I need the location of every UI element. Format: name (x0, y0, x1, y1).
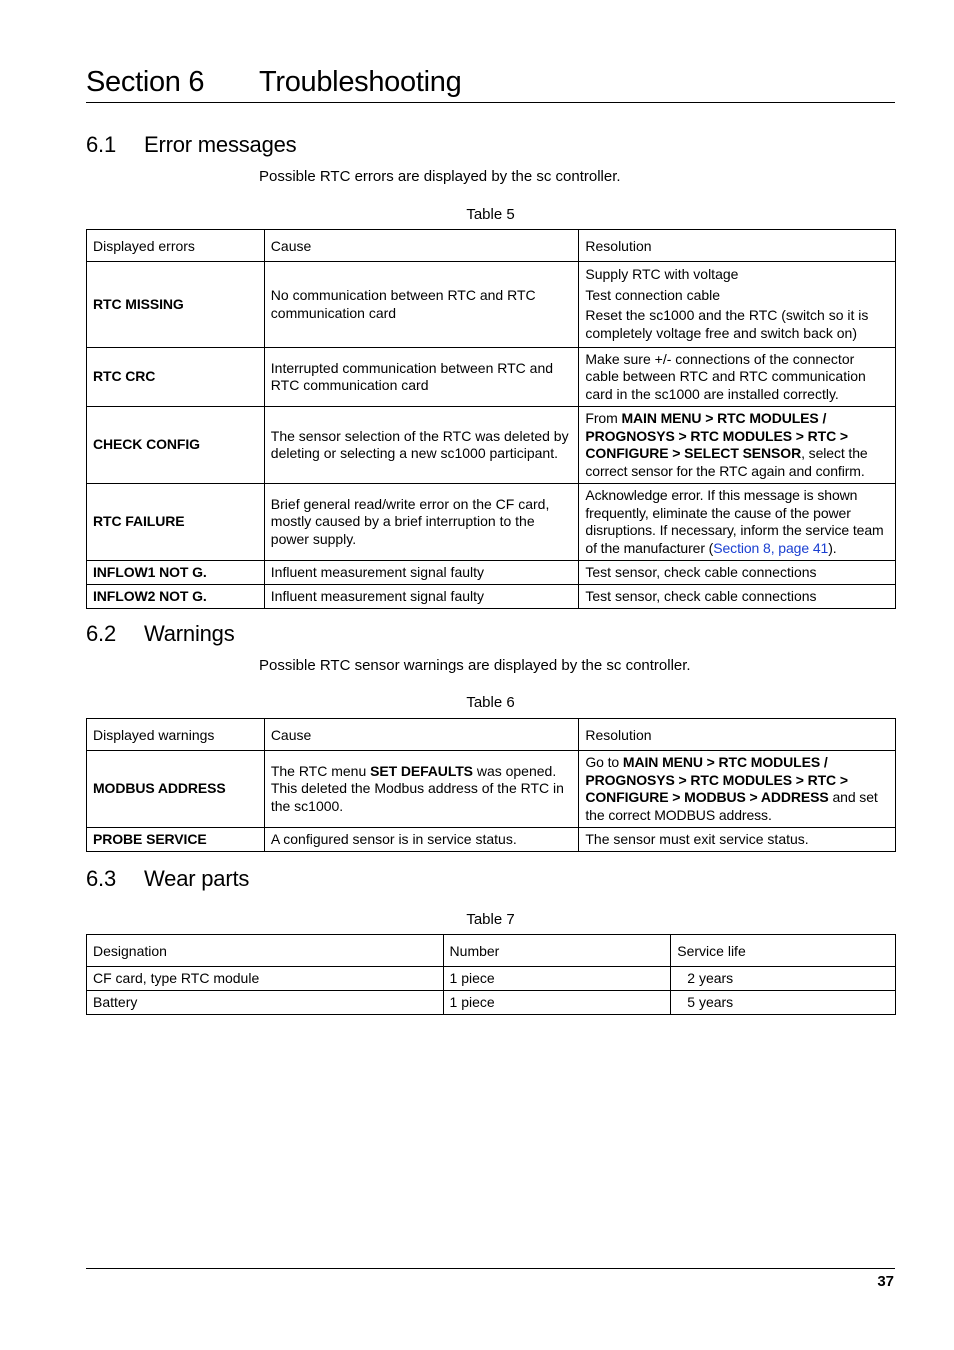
resolution-text: and set the correct MODBUS address. (585, 789, 878, 823)
error-name: INFLOW1 NOT G. (87, 561, 265, 585)
section-number: Section 6 (86, 65, 205, 98)
header-cell: Cause (264, 230, 579, 262)
cause-cell: Brief general read/write error on the CF card, mostly caused by a brief interruption to the power supply. (264, 484, 579, 561)
cause-cell: Influent measurement signal faulty (264, 585, 579, 609)
table-row (87, 407, 896, 484)
header-cell: Cause (264, 719, 579, 751)
heading-number: 6.3 (86, 866, 116, 891)
error-name: RTC FAILURE (87, 484, 265, 561)
designation-cell: CF card, type RTC module (87, 967, 444, 991)
resolution-text: Acknowledge error. If this message is shown frequently, eliminate the cause of the power disruptions. If necessary, inform the service team of the manufacturer ( (585, 487, 884, 556)
header-cell: Resolution (579, 230, 896, 262)
table-caption-7: Table 7 (466, 911, 515, 928)
footer-divider (86, 1268, 895, 1269)
wear-parts-table (86, 934, 896, 1015)
cause-cell: A configured sensor is in service status. (264, 828, 579, 852)
resolution-cell (579, 751, 896, 828)
header-cell: Resolution (579, 719, 896, 751)
resolution-step: Reset the sc1000 and the RTC (switch so it is completely voltage free and switch back on) (585, 307, 869, 341)
service-life-cell: 2 years (671, 967, 896, 991)
designation-cell: Battery (87, 991, 444, 1015)
resolution-cell: The sensor must exit service status. (579, 828, 896, 852)
menu-path: MAIN MENU > RTC MODULES / PROGNOSYS > RTC MODULES > RTC > CONFIGURE > SELECT SENSOR (585, 410, 848, 461)
section-title: Troubleshooting (259, 65, 462, 98)
table-row (87, 262, 896, 348)
page-number: 37 (877, 1273, 894, 1290)
heading-error-messages (86, 132, 296, 158)
heading-text: Error messages (144, 132, 297, 157)
intro-warnings: Possible RTC sensor warnings are displayed by the sc controller. (259, 657, 691, 674)
table-caption-5: Table 5 (466, 206, 515, 223)
heading-number: 6.2 (86, 621, 116, 646)
resolution-text: , select the correct sensor for the RTC again and confirm. (585, 445, 868, 479)
warnings-table (86, 718, 896, 852)
header-cell: Displayed errors (87, 230, 265, 262)
table-row (87, 751, 896, 828)
heading-number: 6.1 (86, 132, 116, 157)
resolution-cell: Make sure +/- connections of the connector cable between RTC and RTC communication card in the sc1000 are installed correctly. (579, 348, 896, 407)
section-8-link[interactable]: Section 8, page 41 (713, 539, 829, 556)
table-row (87, 991, 896, 1015)
cause-cell (264, 751, 579, 828)
cause-text: The RTC menu (270, 762, 371, 779)
table-caption-6: Table 6 (466, 694, 515, 711)
resolution-step: Test connection cable (585, 286, 721, 303)
resolution-step: Supply RTC with voltage (585, 266, 739, 282)
number-cell: 1 piece (443, 967, 671, 991)
resolution-text: ). (828, 539, 837, 556)
heading-warnings (86, 621, 235, 647)
resolution-text: From (585, 410, 622, 426)
table-row (87, 585, 896, 609)
resolution-cell (579, 484, 896, 561)
heading-wear-parts (86, 866, 249, 892)
resolution-cell (579, 407, 896, 484)
warning-name: MODBUS ADDRESS (87, 751, 265, 828)
cause-text: was opened. This deleted the Modbus address of the RTC in the sc1000. (270, 762, 564, 814)
header-cell: Displayed warnings (87, 719, 265, 751)
section-heading (86, 62, 895, 103)
table-row (87, 484, 896, 561)
cause-cell: The sensor selection of the RTC was deleted by deleting or selecting a new sc1000 participant. (264, 407, 579, 484)
table-row (87, 967, 896, 991)
error-name: INFLOW2 NOT G. (87, 585, 265, 609)
menu-name: SET DEFAULTS (370, 762, 473, 779)
service-life-cell: 5 years (671, 991, 896, 1015)
header-cell: Service life (671, 935, 896, 967)
error-name: RTC MISSING (87, 262, 265, 348)
error-name: CHECK CONFIG (87, 407, 265, 484)
warning-name: PROBE SERVICE (87, 828, 265, 852)
table-header-row (87, 719, 896, 751)
table-row (87, 828, 896, 852)
cause-cell: Interrupted communication between RTC and RTC communication card (264, 348, 579, 407)
table-row (87, 348, 896, 407)
error-name: RTC CRC (87, 348, 265, 407)
header-cell: Number (443, 935, 671, 967)
resolution-cell: Test sensor, check cable connections (579, 585, 896, 609)
heading-text: Warnings (144, 621, 235, 646)
resolution-cell (579, 262, 896, 348)
table-header-row (87, 230, 896, 262)
menu-path: MAIN MENU > RTC MODULES / PROGNOSYS > RTC MODULES > RTC > CONFIGURE > MODBUS > ADDRESS (585, 754, 848, 805)
cause-cell: No communication between RTC and RTC communication card (264, 262, 579, 348)
header-cell: Designation (87, 935, 444, 967)
heading-text: Wear parts (144, 866, 250, 891)
number-cell: 1 piece (443, 991, 671, 1015)
resolution-text: Go to (585, 754, 623, 770)
table-row (87, 561, 896, 585)
cause-cell: Influent measurement signal faulty (264, 561, 579, 585)
intro-errors: Possible RTC errors are displayed by the sc controller. (259, 168, 621, 185)
table-header-row (87, 935, 896, 967)
error-table (86, 229, 896, 609)
resolution-cell: Test sensor, check cable connections (579, 561, 896, 585)
